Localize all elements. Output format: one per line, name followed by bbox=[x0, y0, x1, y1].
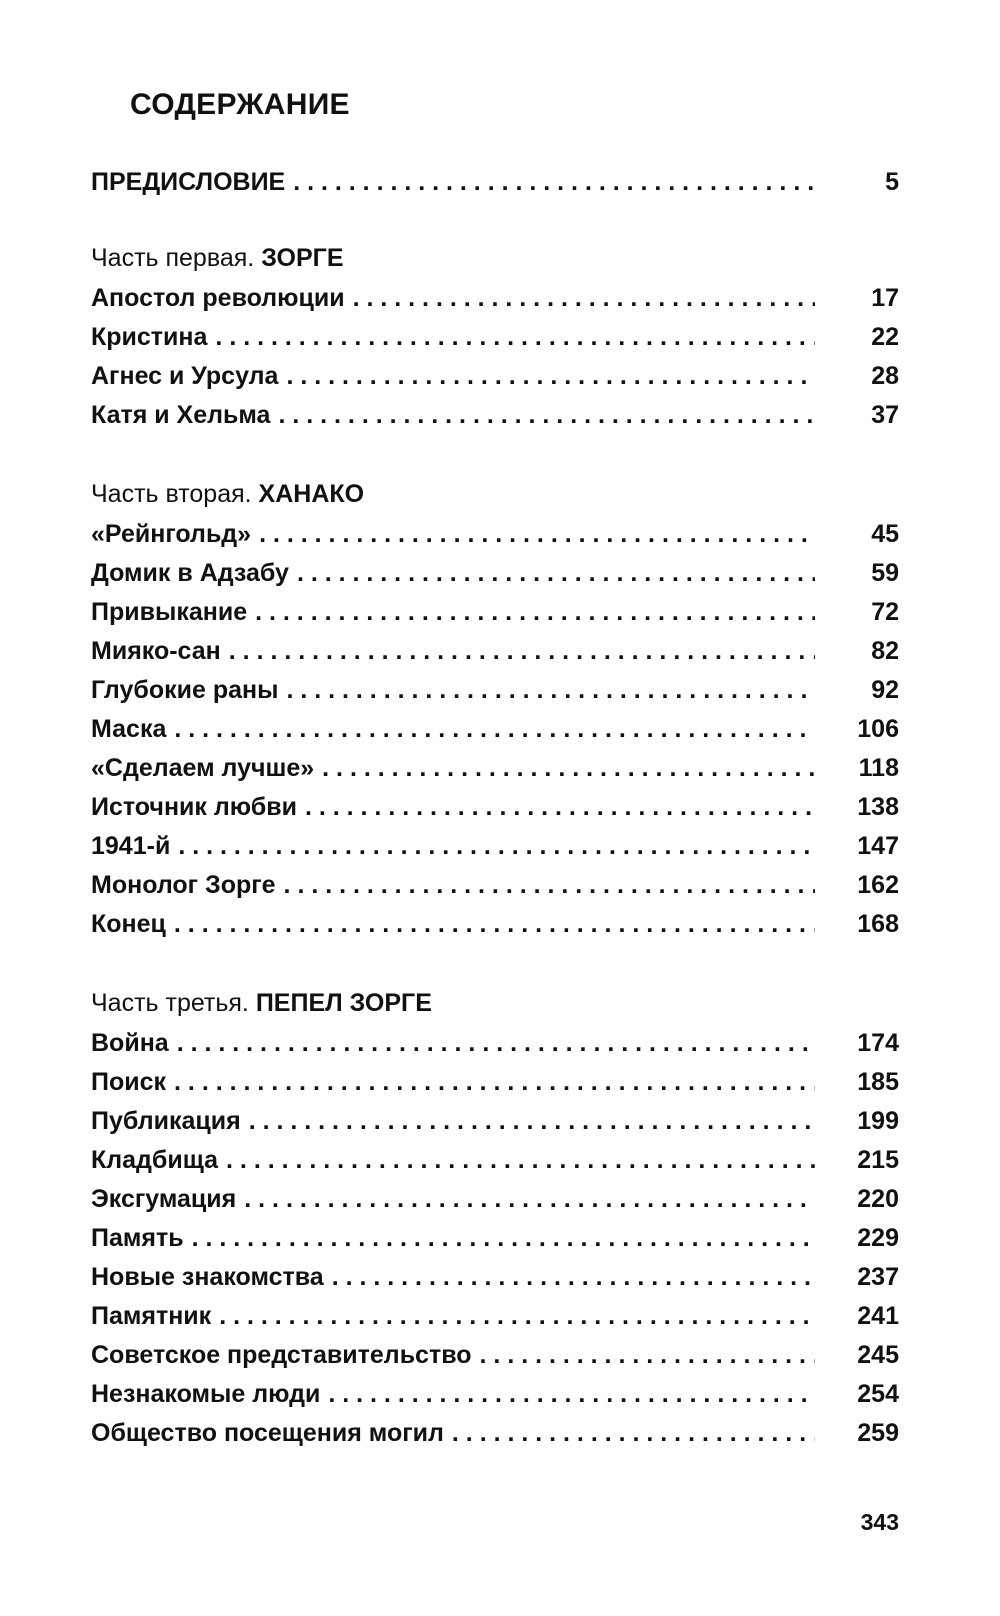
toc-entry[interactable] bbox=[91, 323, 899, 361]
dot-leader bbox=[452, 1419, 815, 1448]
part-heading-3 bbox=[91, 989, 432, 1018]
toc-entry-label: Привыкание bbox=[91, 598, 248, 626]
toc-entry[interactable] bbox=[91, 1302, 899, 1340]
dot-leader bbox=[322, 754, 815, 783]
toc-entry[interactable] bbox=[91, 559, 899, 597]
toc-entry[interactable] bbox=[91, 1419, 899, 1457]
toc-entry-label: Агнес и Урсула bbox=[91, 362, 279, 390]
toc-entry-page: 254 bbox=[857, 1380, 899, 1408]
toc-entry-page: 17 bbox=[871, 284, 899, 312]
toc-entry-label: Монолог Зорге bbox=[91, 871, 276, 899]
toc-entry-label: Глубокие раны bbox=[91, 676, 279, 704]
toc-entry-label: Домик в Адзабу bbox=[91, 559, 289, 587]
part-number: Часть первая. bbox=[91, 244, 255, 272]
dot-leader bbox=[332, 1263, 815, 1292]
toc-entry-page: 72 bbox=[871, 598, 899, 626]
toc-entry-label: Катя и Хельма bbox=[91, 401, 271, 429]
toc-entry-label: Война bbox=[91, 1029, 169, 1057]
toc-entry[interactable] bbox=[91, 598, 899, 636]
toc-entry[interactable] bbox=[91, 1068, 899, 1106]
dot-leader bbox=[278, 401, 815, 430]
toc-entry-page: 199 bbox=[857, 1107, 899, 1135]
page-number: 343 bbox=[860, 1509, 899, 1535]
part-name: ХАНАКО bbox=[258, 480, 365, 508]
dot-leader bbox=[178, 832, 815, 861]
dot-leader bbox=[480, 1341, 815, 1370]
toc-entry-page: 168 bbox=[857, 910, 899, 938]
toc-entry-page: 229 bbox=[857, 1224, 899, 1252]
dot-leader bbox=[353, 284, 815, 313]
part-number: Часть вторая. bbox=[91, 480, 252, 508]
toc-entry[interactable] bbox=[91, 871, 899, 909]
dot-leader bbox=[226, 1146, 815, 1175]
toc-entry-page: 5 bbox=[885, 168, 899, 196]
toc-entry-page: 237 bbox=[857, 1263, 899, 1291]
toc-entry-label: Память bbox=[91, 1224, 184, 1252]
toc-entry[interactable] bbox=[91, 1029, 899, 1067]
toc-entry-page: 174 bbox=[857, 1029, 899, 1057]
dot-leader bbox=[192, 1224, 815, 1253]
toc-entry[interactable] bbox=[91, 637, 899, 675]
toc-entry[interactable] bbox=[91, 754, 899, 792]
dot-leader bbox=[297, 559, 815, 588]
dot-leader bbox=[286, 676, 815, 705]
dot-leader bbox=[174, 910, 815, 939]
toc-entry[interactable] bbox=[91, 715, 899, 753]
toc-entry-page: 118 bbox=[858, 754, 899, 782]
dot-leader bbox=[286, 362, 815, 391]
dot-leader bbox=[174, 715, 815, 744]
toc-entry[interactable] bbox=[91, 1341, 899, 1379]
toc-entry-preface[interactable] bbox=[91, 168, 899, 206]
part-name: ЗОРГЕ bbox=[261, 244, 344, 272]
toc-entry[interactable] bbox=[91, 284, 899, 322]
toc-entry-page: 82 bbox=[871, 637, 899, 665]
toc-entry-page: 22 bbox=[871, 323, 899, 351]
toc-entry-label: 1941-й bbox=[91, 832, 171, 860]
toc-entry-label: Кладбища bbox=[91, 1146, 219, 1174]
toc-entry-label: Конец bbox=[91, 910, 166, 938]
dot-leader bbox=[229, 637, 815, 666]
toc-entry-page: 138 bbox=[857, 793, 899, 821]
toc-entry-label: Советское представительство bbox=[91, 1341, 472, 1369]
part-heading-2 bbox=[91, 480, 364, 509]
dot-leader bbox=[259, 520, 815, 549]
toc-entry-label: Общество посещения могил bbox=[91, 1419, 444, 1447]
toc-entry-page: 185 bbox=[857, 1068, 899, 1096]
toc-entry-page: 28 bbox=[871, 362, 899, 390]
toc-entry[interactable] bbox=[91, 793, 899, 831]
toc-entry-label: Памятник bbox=[91, 1302, 212, 1330]
part-heading-1 bbox=[91, 244, 344, 273]
toc-entry-label: Новые знакомства bbox=[91, 1263, 324, 1291]
toc-entry-label: Кристина bbox=[91, 323, 208, 351]
toc-entry[interactable] bbox=[91, 910, 899, 948]
toc-entry-label: «Рейнгольд» bbox=[91, 520, 252, 548]
dot-leader bbox=[328, 1380, 815, 1409]
toc-entry[interactable] bbox=[91, 676, 899, 714]
dot-leader bbox=[284, 871, 815, 900]
part-number: Часть третья. bbox=[91, 989, 249, 1017]
dot-leader bbox=[215, 323, 815, 352]
toc-entry-page: 162 bbox=[857, 871, 899, 899]
toc-entry-label: Поиск bbox=[91, 1068, 167, 1096]
toc-entry-page: 106 bbox=[857, 715, 899, 743]
toc-entry-label: ПРЕДИСЛОВИЕ bbox=[91, 168, 286, 196]
dot-leader bbox=[293, 168, 815, 197]
toc-entry[interactable] bbox=[91, 1107, 899, 1145]
toc-entry-page: 259 bbox=[857, 1419, 899, 1447]
toc-entry-page: 37 bbox=[871, 401, 899, 429]
toc-entry-label: Маска bbox=[91, 715, 167, 743]
toc-entry-page: 147 bbox=[857, 832, 899, 860]
toc-entry[interactable] bbox=[91, 520, 899, 558]
dot-leader bbox=[249, 1107, 815, 1136]
toc-entry-page: 220 bbox=[857, 1185, 899, 1213]
toc-entry-page: 92 bbox=[871, 676, 899, 704]
toc-entry[interactable] bbox=[91, 362, 899, 400]
dot-leader bbox=[177, 1029, 815, 1058]
dot-leader bbox=[174, 1068, 815, 1097]
dot-leader bbox=[219, 1302, 815, 1331]
toc-entry-label: Источник любви bbox=[91, 793, 297, 821]
toc-entry-page: 59 bbox=[871, 559, 899, 587]
toc-entry-label: Эксгумация bbox=[91, 1185, 237, 1213]
toc-entry[interactable] bbox=[91, 1380, 899, 1418]
toc-entry-label: Незнакомые люди bbox=[91, 1380, 321, 1408]
toc-entry[interactable] bbox=[91, 832, 899, 870]
dot-leader bbox=[255, 598, 815, 627]
toc-entry-label: Апостол революции bbox=[91, 284, 345, 312]
toc-entry-label: Публикация bbox=[91, 1107, 241, 1135]
page-title: СОДЕРЖАНИЕ bbox=[130, 88, 350, 121]
dot-leader bbox=[244, 1185, 815, 1214]
toc-entry-page: 45 bbox=[871, 520, 899, 548]
toc-entry-page: 215 bbox=[857, 1146, 899, 1174]
toc-entry[interactable] bbox=[91, 1224, 899, 1262]
part-name: ПЕПЕЛ ЗОРГЕ bbox=[255, 989, 432, 1017]
toc-entry[interactable] bbox=[91, 401, 899, 439]
toc-entry[interactable] bbox=[91, 1263, 899, 1301]
toc-entry-label: «Сделаем лучше» bbox=[91, 754, 315, 782]
toc-entry-page: 241 bbox=[857, 1302, 899, 1330]
toc-entry-page: 245 bbox=[857, 1341, 899, 1369]
toc-entry[interactable] bbox=[91, 1146, 899, 1184]
toc-entry-label: Мияко-сан bbox=[91, 637, 221, 665]
dot-leader bbox=[305, 793, 815, 822]
toc-entry[interactable] bbox=[91, 1185, 899, 1223]
